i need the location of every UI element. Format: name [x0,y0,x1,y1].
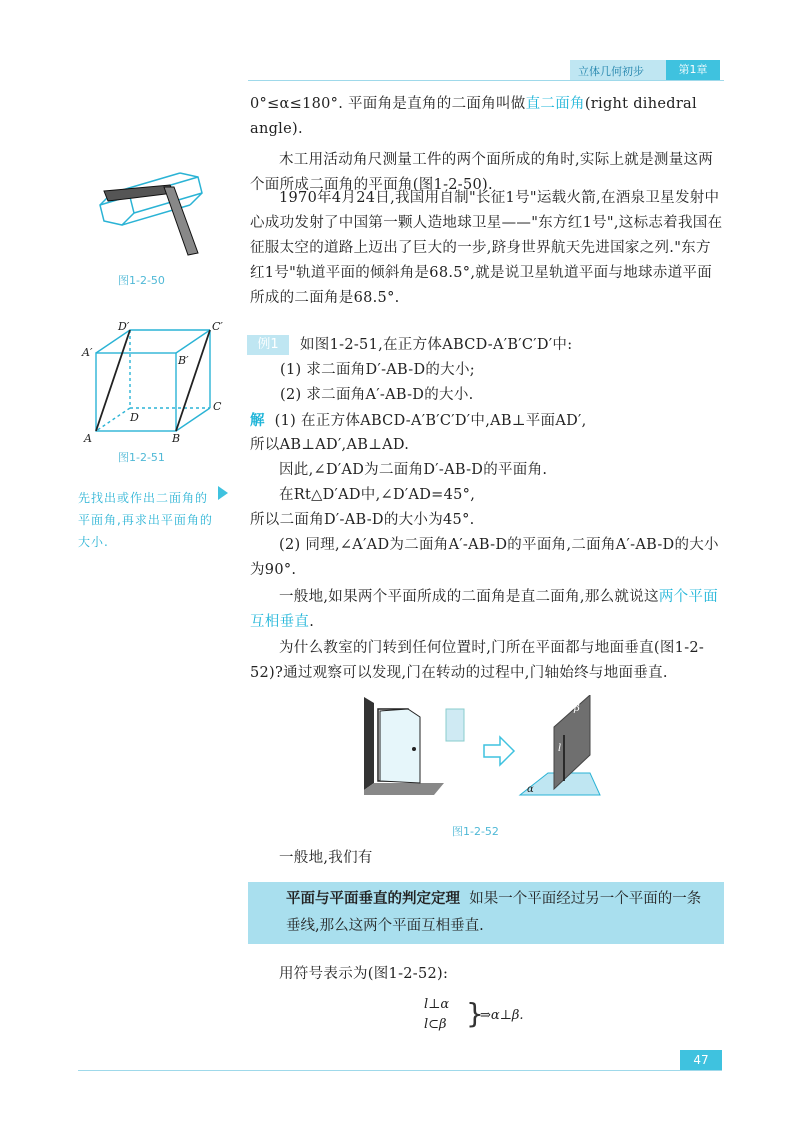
cube-label-B: B [172,432,181,443]
term-right-dihedral: 直二面角 [525,96,585,112]
figure-carpenter-square [90,165,230,265]
solution-line-1 [250,408,725,434]
paragraph-door: 为什么教室的门转到任何位置时,门所在平面都与地面垂直(图1-2-52)?通过观察可以发现,门在转动的过程中,门轴始终与地面垂直. [250,640,705,681]
solution-line-6: (2) 同理,∠A′AD为二面角A′-AB-D的平面角,二面角A′-AB-D的大小为90°. [250,537,719,578]
symbolic-conditions [424,995,449,1035]
theorem-text: 如果一个平面经过另一个平面的一条垂线,那么这两个平面互相垂直. [286,891,702,934]
example-tag: 例1 [247,335,289,355]
definition-head: 一般地,如果两个平面所成的二面角是直二面角,那么就说这 [279,589,659,605]
example-intro: 如图1-2-51,在正方体ABCD-A′B′C′D′中: [300,337,573,353]
paragraph-right-dihedral [250,92,725,142]
figure-52-caption: 图1-2-52 [452,825,499,838]
door-knob-icon [412,747,416,751]
figure-cube [80,318,230,443]
cube-label-D: D [130,411,139,424]
cube-label-C: C [213,400,222,413]
cube-label-C1: C′ [212,320,223,333]
cube-label-B1: B′ [178,354,189,367]
brace-icon: } [466,997,484,1030]
symbolic-result: ⇒α⊥β. [480,1008,524,1023]
term-perpendicular-planes: 两个平面互相垂直 [250,589,719,630]
page-number: 47 [680,1050,722,1070]
header-rule [248,80,724,81]
window-icon [446,709,464,741]
p1-tail: (right dihedral angle). [250,96,697,137]
side-note-arrow-icon [218,486,228,500]
solution-line-3: 因此,∠D′AD为二面角D′-AB-D的平面角. [279,462,548,478]
theorem-name: 平面与平面垂直的判定定理 [286,891,460,907]
side-note: 先找出或作出二面角的平面角,再求出平面角的大小. [78,491,213,549]
example-question-1: (1) 求二面角D′-AB-D的大小; [280,362,475,378]
wall-edge [364,697,374,790]
label-alpha: α [527,784,534,795]
figure-door-planes [362,695,602,805]
paragraph-definition [250,585,725,635]
cube-label-A1: A′ [82,346,93,359]
condition-1: l⊥α [424,997,450,1012]
cube-label-D1: D′ [118,320,130,333]
example-question-2: (2) 求二面角A′-AB-D的大小. [280,387,474,403]
solution-line-2: 所以AB⊥AD′,AB⊥AD. [250,437,410,453]
figure-51-caption: 图1-2-51 [118,451,165,464]
arrow-right-icon [484,737,514,765]
p1-text: 0°≤α≤180°. 平面角是直角的二面角叫做 [250,96,526,112]
floor [364,783,444,795]
condition-2: l⊂β [424,1017,447,1032]
solution-label: 解 [250,412,265,429]
symbolic-intro: 用符号表示为(图1-2-52): [279,966,449,982]
label-beta: β [574,703,580,714]
header-chapter-badge: 第1章 [666,60,720,80]
solution-line-5: 所以二面角D′-AB-D的大小为45°. [250,512,475,528]
header-section-title: 立体几何初步 [578,65,644,78]
paragraph-we-have: 一般地,我们有 [279,850,373,866]
paragraph-satellite: 1970年4月24日,我国用自制"长征1号"运载火箭,在酒泉卫星发射中心成功发射了中国第一颗人造地球卫星——"东方红1号",这标志着我国在征服太空的道路上迈出了巨大的一步,跻身世界航天先进国家之列."东方红1号"轨道平面的倾斜角是68.5°,就是说卫星轨道平面与地球赤道平面所成的二面角是68.5°. [250,190,723,306]
figure-50-caption: 图1-2-50 [118,274,165,287]
definition-tail: . [309,614,315,630]
paragraph-carpenter: 木工用活动角尺测量工件的两个面所成的角时,实际上就是测量这两个面所成二面角的平面角(图1-2-50). [250,152,714,193]
footer-rule [78,1070,722,1071]
theorem-box [248,882,724,944]
solution-line-4: 在Rt△D′AD中,∠D′AD=45°, [279,487,476,503]
solution-s1: (1) 在正方体ABCD-A′B′C′D′中,AB⊥平面AD′, [274,413,587,429]
label-l: l [558,743,562,754]
cube-label-A: A [84,432,92,443]
door-panel [380,709,420,783]
